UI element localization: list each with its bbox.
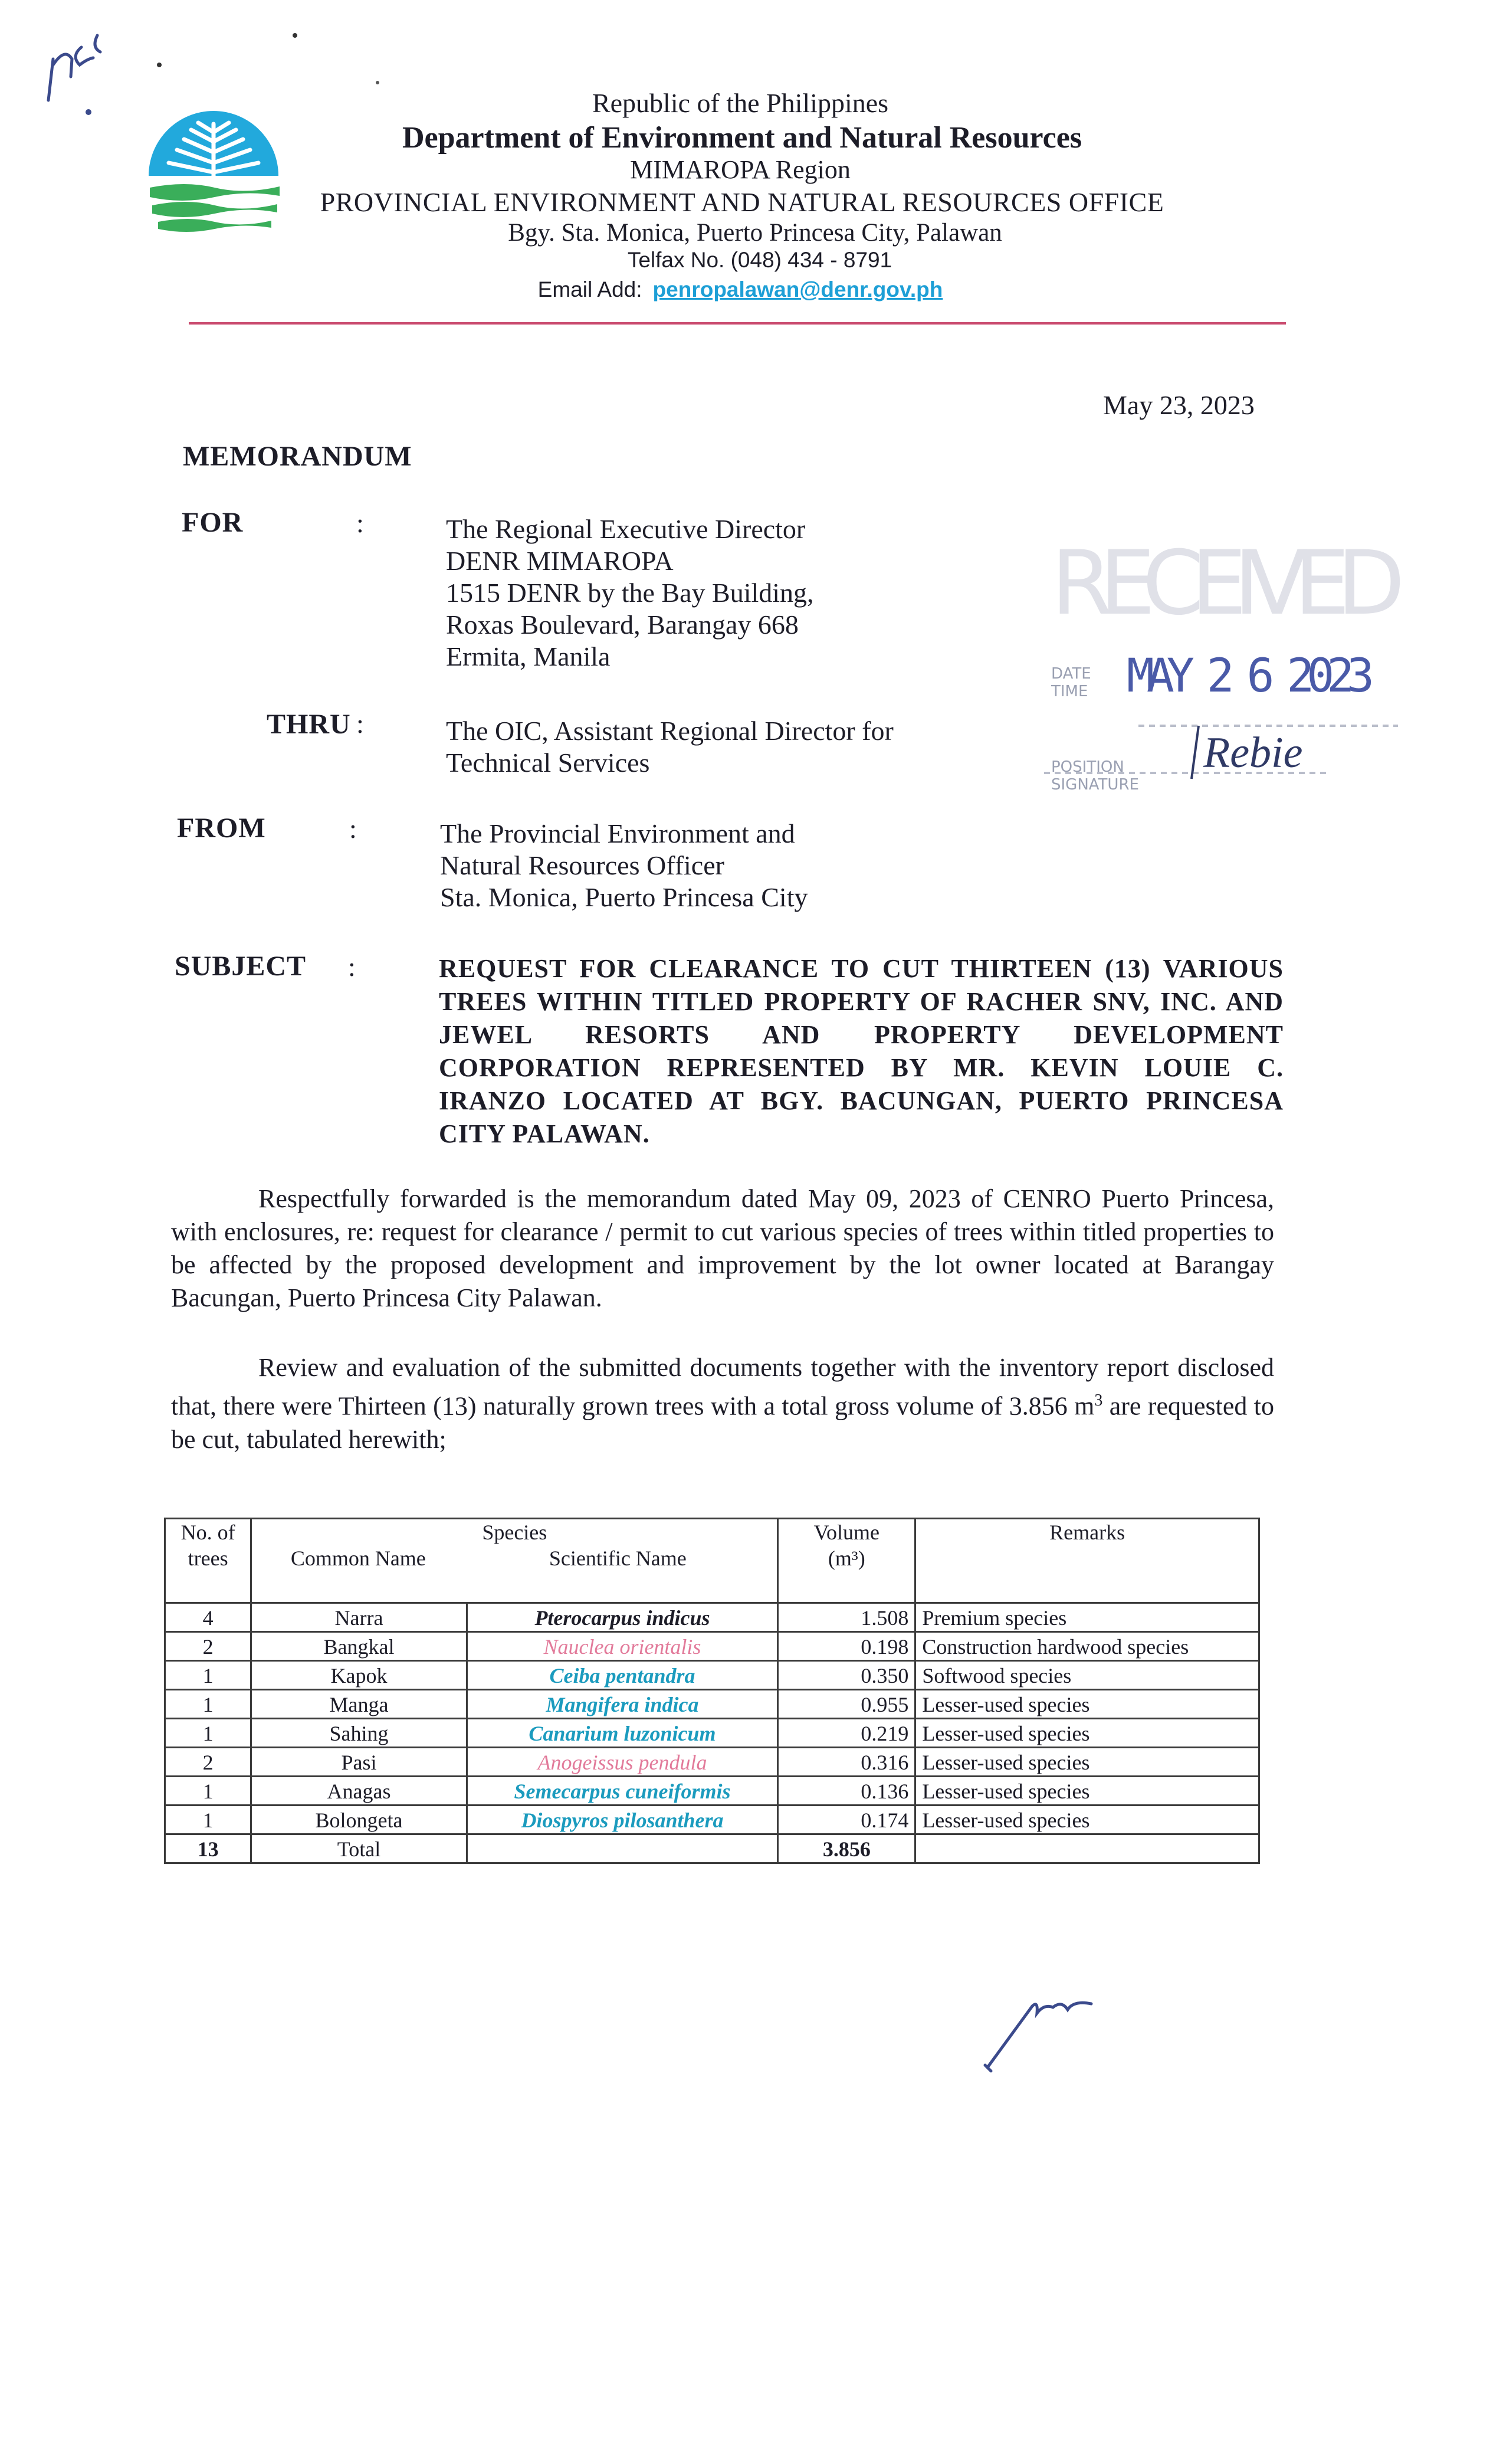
remarks: Construction hardwood species xyxy=(915,1632,1259,1661)
tree-count: 2 xyxy=(165,1632,251,1661)
stamp-position-label: POSITION xyxy=(1051,758,1124,776)
tree-count: 1 xyxy=(165,1806,251,1834)
table-row xyxy=(165,1806,1259,1834)
volume: 0.955 xyxy=(778,1690,915,1719)
denr-tree-logo-icon xyxy=(132,106,291,248)
stamp-date: MAY 2 6 2023 xyxy=(1127,650,1374,703)
header-office: PROVINCIAL ENVIRONMENT AND NATURAL RESOURCES OFFICE xyxy=(320,187,1164,217)
volume: 0.198 xyxy=(778,1632,915,1661)
header-common-name: Common Name xyxy=(290,1546,426,1570)
common-name: Manga xyxy=(251,1690,467,1719)
thru-line: The OIC, Assistant Regional Director for xyxy=(446,716,894,746)
table-row xyxy=(165,1661,1259,1690)
remarks: Premium species xyxy=(915,1603,1259,1632)
handwritten-initials-top xyxy=(35,24,130,124)
stamp-date-label: DATE xyxy=(1051,665,1091,683)
header-volume-unit: (m³) xyxy=(828,1546,865,1570)
total-volume: 3.856 xyxy=(778,1834,915,1863)
remarks: Lesser-used species xyxy=(915,1748,1259,1777)
volume: 0.316 xyxy=(778,1748,915,1777)
scan-specks xyxy=(147,24,395,94)
volume: 0.136 xyxy=(778,1777,915,1806)
header-address: Bgy. Sta. Monica, Puerto Princesa City, Palawan xyxy=(508,219,1002,247)
total-no: 13 xyxy=(165,1834,251,1863)
header-volume xyxy=(778,1519,915,1603)
remarks: Softwood species xyxy=(915,1661,1259,1690)
from-colon: : xyxy=(349,814,357,844)
header-telfax: Telfax No. (048) 434 - 8791 xyxy=(627,248,892,272)
scientific-name: Anogeissus pendula xyxy=(467,1748,778,1777)
from-label: FROM xyxy=(177,812,266,844)
email-link[interactable]: penropalawan@denr.gov.ph xyxy=(652,277,943,302)
remarks: Lesser-used species xyxy=(915,1719,1259,1748)
common-name: Kapok xyxy=(251,1661,467,1690)
memo-date: May 23, 2023 xyxy=(1103,390,1255,420)
memo-title: MEMORANDUM xyxy=(183,441,412,472)
para2-text-after: are requested to be cut, tabulated herewith; xyxy=(171,1391,1274,1454)
header-divider xyxy=(189,322,1286,325)
subject-label: SUBJECT xyxy=(175,951,307,982)
common-name: Sahing xyxy=(251,1719,467,1748)
received-stamp xyxy=(1044,519,1410,802)
from-line: Natural Resources Officer xyxy=(440,850,724,880)
total-remarks-empty xyxy=(915,1834,1259,1863)
for-recipient xyxy=(446,513,814,673)
table-row xyxy=(165,1719,1259,1748)
body-paragraph-1: Respectfully forwarded is the memorandum dated May 09, 2023 of CENRO Puerto Princesa, with enclosures, re: request for clearance / permit to cut various species of trees within titled properties to be affected by the proposed development and improvement by the lot owner located at Barangay Bacungan, Puerto Princesa City Palawan. xyxy=(171,1184,1274,1312)
scientific-name: Pterocarpus indicus xyxy=(467,1603,778,1632)
subject-text: REQUEST FOR CLEARANCE TO CUT THIRTEEN (13) VARIOUS TREES WITHIN TITLED PROPERTY OF RACHER SNV, INC. AND JEWEL RESORTS AND PROPERTY DEVELOPMENT CORPORATION REPRESENTED BY MR. KEVIN LOUIE C. IRANZO LOCATED AT BGY. BACUNGAN, PUERTO PRINCESA CITY PALAWAN. xyxy=(439,954,1284,1148)
stamp-time-label: TIME xyxy=(1051,683,1088,700)
tree-count: 1 xyxy=(165,1661,251,1690)
for-line: Ermita, Manila xyxy=(446,641,611,671)
stamp-signature-label: SIGNATURE xyxy=(1051,776,1139,794)
table-row xyxy=(165,1603,1259,1632)
remarks: Lesser-used species xyxy=(915,1777,1259,1806)
header-no-trees: No. of trees xyxy=(165,1519,251,1603)
thru-label: THRU xyxy=(267,709,351,740)
from-sender xyxy=(440,818,808,913)
volume: 1.508 xyxy=(778,1603,915,1632)
tree-count: 1 xyxy=(165,1719,251,1748)
header-remarks: Remarks xyxy=(915,1519,1259,1603)
stamp-signature: Rebie xyxy=(1203,729,1303,777)
total-empty xyxy=(467,1834,778,1863)
remarks: Lesser-used species xyxy=(915,1806,1259,1834)
for-line: DENR MIMAROPA xyxy=(446,546,674,576)
body-paragraph-2 xyxy=(171,1351,1274,1456)
for-label: FOR xyxy=(182,507,244,538)
common-name: Bolongeta xyxy=(251,1806,467,1834)
common-name: Pasi xyxy=(251,1748,467,1777)
remarks: Lesser-used species xyxy=(915,1690,1259,1719)
header-species xyxy=(251,1519,778,1603)
for-colon: : xyxy=(356,508,364,538)
tree-count: 1 xyxy=(165,1777,251,1806)
scientific-name: Mangifera indica xyxy=(467,1690,778,1719)
thru-line: Technical Services xyxy=(446,748,650,778)
volume: 0.350 xyxy=(778,1661,915,1690)
table-row xyxy=(165,1690,1259,1719)
stamp-received: RECEIVED xyxy=(1051,532,1405,635)
for-line: The Regional Executive Director xyxy=(446,514,806,544)
tree-count: 1 xyxy=(165,1690,251,1719)
table-row xyxy=(165,1748,1259,1777)
scientific-name: Diospyros pilosanthera xyxy=(467,1806,778,1834)
table-header-row xyxy=(165,1519,1259,1603)
cubic-superscript: 3 xyxy=(1094,1391,1103,1410)
handwritten-initials-bottom xyxy=(973,1983,1115,2077)
tree-count: 2 xyxy=(165,1748,251,1777)
total-label: Total xyxy=(251,1834,467,1863)
from-line: Sta. Monica, Puerto Princesa City xyxy=(440,882,808,912)
scientific-name: Semecarpus cuneiformis xyxy=(467,1777,778,1806)
header-republic: Republic of the Philippines xyxy=(592,88,889,118)
thru-colon: : xyxy=(356,709,364,739)
email-label: Email Add: xyxy=(537,277,642,302)
scientific-name: Canarium luzonicum xyxy=(467,1719,778,1748)
scientific-name: Nauclea orientalis xyxy=(467,1632,778,1661)
table-row xyxy=(165,1777,1259,1806)
header-department: Department of Environment and Natural Resources xyxy=(402,121,1082,155)
tree-count: 4 xyxy=(165,1603,251,1632)
common-name: Bangkal xyxy=(251,1632,467,1661)
table-row xyxy=(165,1632,1259,1661)
header-region: MIMAROPA Region xyxy=(630,155,851,184)
scientific-name: Ceiba pentandra xyxy=(467,1661,778,1690)
para2-text-before: Review and evaluation of the submitted documents together with the inventory report disclosed that, there were Thirteen (13) naturally grown trees with a total gross volume of 3.856 m xyxy=(171,1353,1274,1421)
common-name: Anagas xyxy=(251,1777,467,1806)
from-line: The Provincial Environment and xyxy=(440,818,795,848)
for-line: Roxas Boulevard, Barangay 668 xyxy=(446,610,799,640)
header-species-label: Species xyxy=(482,1521,547,1544)
common-name: Narra xyxy=(251,1603,467,1632)
header-volume-label: Volume xyxy=(813,1521,879,1544)
trees-table xyxy=(164,1518,1260,1864)
header-scientific-name: Scientific Name xyxy=(549,1546,687,1570)
thru-recipient xyxy=(446,715,894,779)
volume: 0.219 xyxy=(778,1719,915,1748)
table-total-row xyxy=(165,1834,1259,1863)
volume: 0.174 xyxy=(778,1806,915,1834)
header-email-row xyxy=(538,277,943,302)
table-body xyxy=(165,1603,1259,1834)
subject-colon: : xyxy=(348,952,356,982)
for-line: 1515 DENR by the Bay Building, xyxy=(446,578,814,608)
